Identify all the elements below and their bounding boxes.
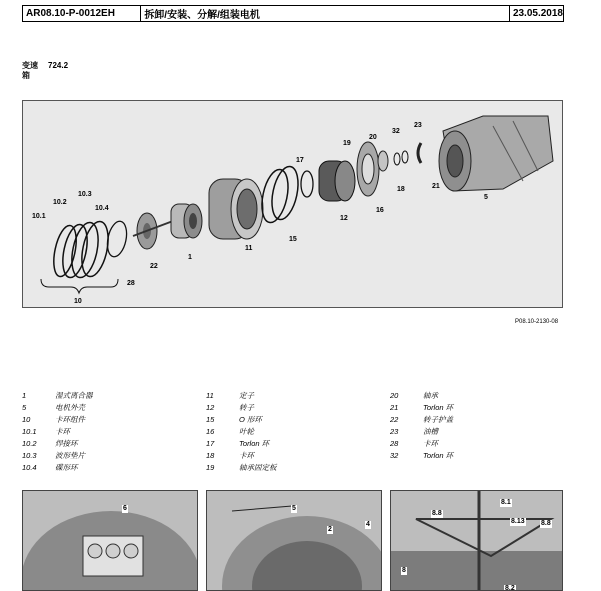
- legend-number: 32: [390, 451, 399, 460]
- document-code: AR08.10-P-0012EH: [23, 6, 141, 21]
- photo-3-drawing: [391, 491, 563, 591]
- legend-number: 5: [22, 403, 27, 412]
- legend-text: 卡环: [55, 427, 70, 436]
- photo-3-callout-8: 8: [402, 567, 406, 574]
- legend-row: [22, 402, 93, 414]
- legend-row: [206, 438, 277, 450]
- subject-model: 724.2: [48, 61, 69, 70]
- o-rings-15: [258, 164, 303, 225]
- legend-number: 10: [22, 415, 31, 424]
- oil-channel-23: [418, 143, 421, 163]
- photo-2-callout-4: 4: [366, 521, 370, 528]
- subject-label-2: 箱: [22, 71, 30, 80]
- legend-number: 10.3: [22, 451, 37, 460]
- legend-column-2: [206, 390, 277, 474]
- legend-row: [22, 390, 93, 402]
- photo-3-callout-8-13: 8.13: [511, 518, 525, 525]
- legend-text: 油槽: [423, 427, 438, 436]
- snap-ring-set: [50, 219, 113, 280]
- legend-row: [206, 390, 277, 402]
- legend-number: 22: [390, 415, 399, 424]
- impeller-16: [357, 142, 379, 196]
- legend-row: [22, 426, 93, 438]
- legend-number: 17: [206, 439, 215, 448]
- callout-16: 16: [376, 207, 384, 214]
- legend-text: 定子: [239, 391, 254, 400]
- legend-number: 1: [22, 391, 27, 400]
- legend-text: 转子: [239, 403, 254, 412]
- legend-row: [22, 450, 93, 462]
- legend-row: [390, 426, 453, 438]
- photo-3-callout-8-8-left: 8.8: [432, 510, 442, 517]
- legend-row: [390, 438, 453, 450]
- photo-3-callout-8-2: 8.2: [505, 585, 515, 591]
- subject-block: [22, 61, 68, 81]
- legend-number: 20: [390, 391, 399, 400]
- legend-text: 转子护盖: [423, 415, 453, 424]
- motor-housing-5: [439, 116, 553, 191]
- photo-1-callout-6: 6: [123, 505, 127, 512]
- legend-row: [22, 414, 93, 426]
- legend-text: 叶轮: [239, 427, 254, 436]
- legend-row: [390, 402, 453, 414]
- legend-text: 卡环: [423, 439, 438, 448]
- callout-18: 18: [397, 186, 405, 193]
- legend-text: 电机外壳: [55, 403, 85, 412]
- legend-number: 10.2: [22, 439, 37, 448]
- bearing-20: [378, 151, 388, 171]
- legend-row: [22, 438, 93, 450]
- legend-text: 湿式离合器: [55, 391, 93, 400]
- legend-number: 23: [390, 427, 399, 436]
- callout-10-2: 10.2: [53, 199, 67, 206]
- callout-23: 23: [414, 122, 422, 129]
- legend-number: 11: [206, 391, 214, 400]
- legend-number: 19: [206, 463, 215, 472]
- subject-label-1: 变速: [22, 61, 38, 70]
- legend-number: 12: [206, 403, 215, 412]
- bracket-10: [41, 279, 118, 293]
- legend-number: 28: [390, 439, 399, 448]
- legend-text: Torlon 环: [239, 439, 270, 448]
- document-title: 拆卸/安装、分解/组装电机: [141, 6, 510, 21]
- photo-1: [22, 490, 198, 591]
- legend-number: 16: [206, 427, 215, 436]
- callout-28: 28: [127, 280, 135, 287]
- torlon-ring-17: [301, 171, 313, 197]
- callout-17: 17: [296, 157, 304, 164]
- legend-text: 轴承: [423, 391, 438, 400]
- callout-11: 11: [245, 245, 253, 252]
- legend-number: 21: [390, 403, 399, 412]
- legend-number: 10.4: [22, 463, 37, 472]
- callout-10-3: 10.3: [78, 191, 92, 198]
- callout-32: 32: [392, 128, 400, 135]
- legend-text: 碟形环: [55, 463, 78, 472]
- callout-21: 21: [432, 183, 440, 190]
- callout-19: 19: [343, 140, 351, 147]
- photo-2-callout-2: 2: [328, 526, 332, 533]
- legend-row: [206, 450, 277, 462]
- legend-text: 卡环: [239, 451, 254, 460]
- document-header: [22, 5, 564, 22]
- legend-row: [206, 426, 277, 438]
- photo-3: [390, 490, 563, 591]
- rotor-12: [319, 161, 355, 201]
- legend-number: 10.1: [22, 427, 37, 436]
- legend-row: [390, 450, 453, 462]
- stator-11: [209, 179, 263, 239]
- callout-12: 12: [340, 215, 348, 222]
- photo-1-drawing: [23, 491, 198, 591]
- legend-text: 卡环组件: [55, 415, 85, 424]
- legend-column-1: [22, 390, 93, 474]
- legend-row: [206, 414, 277, 426]
- photo-2: [206, 490, 382, 591]
- small-rings-18-32: [394, 151, 408, 165]
- legend-number: 15: [206, 415, 215, 424]
- exploded-view-figure: [22, 100, 563, 308]
- exploded-view-drawing: [23, 101, 564, 309]
- legend-text: 焊接环: [55, 439, 78, 448]
- callout-10: 10: [74, 298, 82, 305]
- legend-column-3: [390, 390, 453, 462]
- legend-row: [206, 402, 277, 414]
- legend-text: 波形垫片: [55, 451, 85, 460]
- photo-2-callout-5: 5: [292, 505, 296, 512]
- legend-row: [390, 414, 453, 426]
- photo-3-callout-8-1: 8.1: [501, 499, 511, 506]
- callout-10-4: 10.4: [95, 205, 109, 212]
- legend-text: Torlon 环: [423, 451, 454, 460]
- snap-ring-28: [104, 220, 129, 259]
- legend-row: [206, 462, 277, 474]
- figure-code: P08.10-2130-08: [515, 319, 559, 325]
- callout-10-1: 10.1: [32, 213, 46, 220]
- callout-5: 5: [484, 194, 488, 201]
- document-date: 23.05.2018: [512, 8, 563, 19]
- legend-row: [390, 390, 453, 402]
- photo-3-callout-8-8-right: 8.8: [541, 520, 551, 527]
- callout-1: 1: [188, 254, 192, 261]
- legend-text: 轴承固定板: [239, 463, 277, 472]
- legend-number: 18: [206, 451, 215, 460]
- callout-15: 15: [289, 236, 297, 243]
- callout-20: 20: [369, 134, 377, 141]
- callout-22: 22: [150, 263, 158, 270]
- legend-row: [22, 462, 93, 474]
- legend-text: Torlon 环: [423, 403, 454, 412]
- legend-text: O 形环: [239, 415, 262, 424]
